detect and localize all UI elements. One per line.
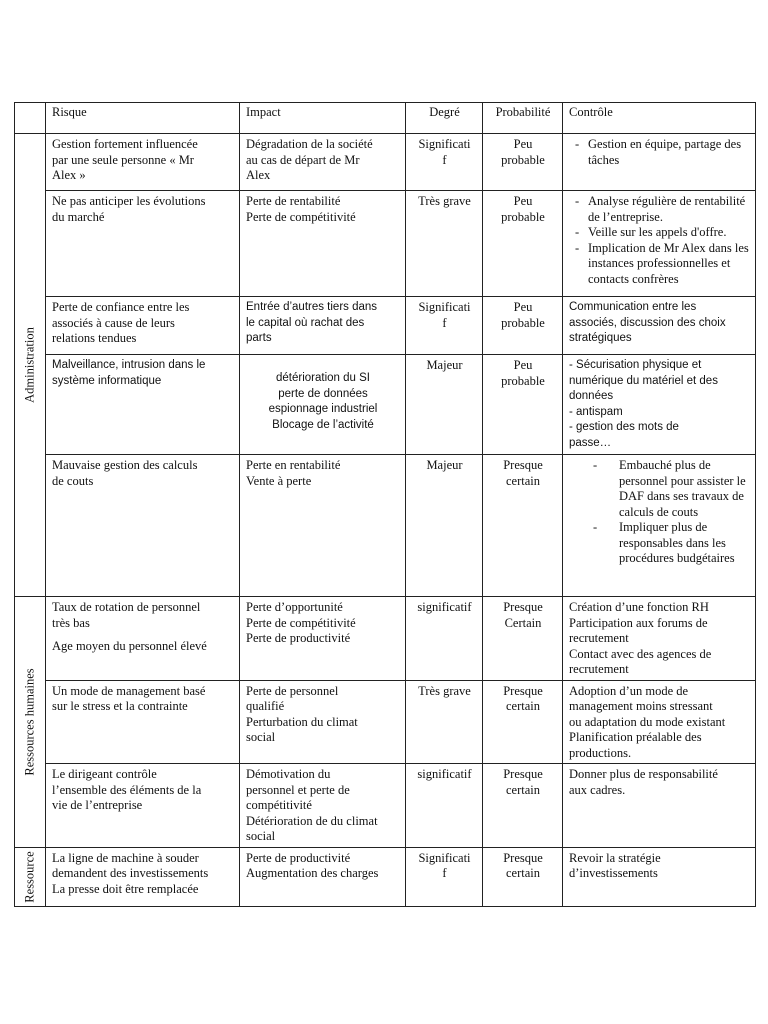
- risque-cell: Taux de rotation de personnel très bas Age moyen du personnel élevé: [46, 597, 240, 681]
- table-row: [15, 134, 756, 191]
- impact-cell: Démotivation du personnel et perte de compétitivité Détérioration de du climat social: [240, 764, 406, 848]
- controle-cell: Création d’une fonction RH Participation aux forums de recrutement Contact avec des agences de recrutement: [563, 597, 756, 681]
- controle-list: [569, 458, 750, 567]
- impact-cell: Perte de rentabilité Perte de compétitivité: [240, 191, 406, 297]
- list-item: - Implication de Mr Alex dans les instances professionnelles et contacts confrères: [575, 241, 750, 288]
- degre-cell: significatif: [406, 764, 483, 848]
- impact-cell: Dégradation de la société au cas de départ de Mr Alex: [240, 134, 406, 191]
- impact-cell: Perte d’opportunité Perte de compétitivité Perte de productivité: [240, 597, 406, 681]
- table-row: [15, 455, 756, 597]
- probabilite-cell: Presque Certain: [483, 597, 563, 681]
- risque-cell: La ligne de machine à souder demandent des investissements La presse doit être remplacée: [46, 847, 240, 906]
- probabilite-cell: Presque certain: [483, 680, 563, 764]
- list-item: - Analyse régulière de rentabilité de l’entreprise.: [575, 194, 750, 225]
- controle-cell: Communication entre les associés, discussion des choix stratégiques: [563, 297, 756, 355]
- controle-cell: Revoir la stratégie d’investissements: [563, 847, 756, 906]
- controle-cell: Donner plus de responsabilité aux cadres.: [563, 764, 756, 848]
- risque-cell: Perte de confiance entre les associés à cause de leurs relations tendues: [46, 297, 240, 355]
- risque-cell: Mauvaise gestion des calculs de couts: [46, 455, 240, 597]
- impact-cell: Entrée d’autres tiers dans le capital où rachat des parts: [240, 297, 406, 355]
- header-degre: Degré: [406, 103, 483, 134]
- category-administration: [15, 134, 46, 597]
- list-item: - Embauché plus de personnel pour assister le DAF dans ses travaux de calculs de couts: [593, 458, 750, 520]
- category-ressources-humaines: [15, 597, 46, 848]
- header-blank: [15, 103, 46, 134]
- degre-cell: Significati f: [406, 297, 483, 355]
- list-item: - Impliquer plus de responsables dans les procédures budgétaires: [593, 520, 750, 567]
- risque-cell: Malveillance, intrusion dans le système informatique: [46, 355, 240, 455]
- degre-cell: Majeur: [406, 455, 483, 597]
- controle-cell: Adoption d’un mode de management moins stressant ou adaptation du mode existant Planification préalable des productions.: [563, 680, 756, 764]
- risque-cell: Un mode de management basé sur le stress et la contrainte: [46, 680, 240, 764]
- category-label: Ressources humaines: [22, 668, 37, 776]
- risk-table: [14, 102, 756, 907]
- table-row: [15, 680, 756, 764]
- probabilite-cell: Peu probable: [483, 355, 563, 455]
- risque-cell: Ne pas anticiper les évolutions du marché: [46, 191, 240, 297]
- controle-cell: [563, 455, 756, 597]
- probabilite-cell: Presque certain: [483, 455, 563, 597]
- degre-cell: Majeur: [406, 355, 483, 455]
- degre-cell: Significati f: [406, 847, 483, 906]
- controle-list: [569, 194, 750, 287]
- degre-cell: Très grave: [406, 680, 483, 764]
- table-row: [15, 764, 756, 848]
- table-row: [15, 355, 756, 455]
- risque-cell: Le dirigeant contrôle l’ensemble des éléments de la vie de l’entreprise: [46, 764, 240, 848]
- impact-cell: Perte en rentabilité Vente à perte: [240, 455, 406, 597]
- table-row: [15, 297, 756, 355]
- probabilite-cell: Presque certain: [483, 764, 563, 848]
- impact-block: détérioration du SI perte de données espionnage industriel Blocage de l’activité: [268, 372, 378, 431]
- list-item: - Veille sur les appels d'offre.: [575, 225, 750, 241]
- header-row: [15, 103, 756, 134]
- table-row: [15, 847, 756, 906]
- probabilite-cell: Peu probable: [483, 134, 563, 191]
- probabilite-cell: Peu probable: [483, 191, 563, 297]
- impact-cell: Perte de personnel qualifié Perturbation du climat social: [240, 680, 406, 764]
- degre-cell: significatif: [406, 597, 483, 681]
- probabilite-cell: Peu probable: [483, 297, 563, 355]
- list-item: - Gestion en équipe, partage des tâches: [575, 137, 750, 168]
- controle-cell: - Sécurisation physique et numérique du matériel et des données - antispam - gestion des mots de passe…: [563, 355, 756, 455]
- impact-cell: Perte de productivité Augmentation des charges: [240, 847, 406, 906]
- header-probabilite: Probabilité: [483, 103, 563, 134]
- table-row: [15, 597, 756, 681]
- category-label: Administration: [22, 327, 37, 403]
- controle-cell: [563, 191, 756, 297]
- table-row: [15, 191, 756, 297]
- header-impact: Impact: [240, 103, 406, 134]
- category-ressource: [15, 847, 46, 906]
- controle-cell: [563, 134, 756, 191]
- header-risque: Risque: [46, 103, 240, 134]
- risque-cell: Gestion fortement influencée par une seule personne « Mr Alex »: [46, 134, 240, 191]
- header-controle: Contrôle: [563, 103, 756, 134]
- impact-cell: [240, 355, 406, 455]
- degre-cell: Très grave: [406, 191, 483, 297]
- category-label: Ressource: [22, 850, 37, 903]
- controle-list: [569, 137, 750, 168]
- degre-cell: Significati f: [406, 134, 483, 191]
- probabilite-cell: Presque certain: [483, 847, 563, 906]
